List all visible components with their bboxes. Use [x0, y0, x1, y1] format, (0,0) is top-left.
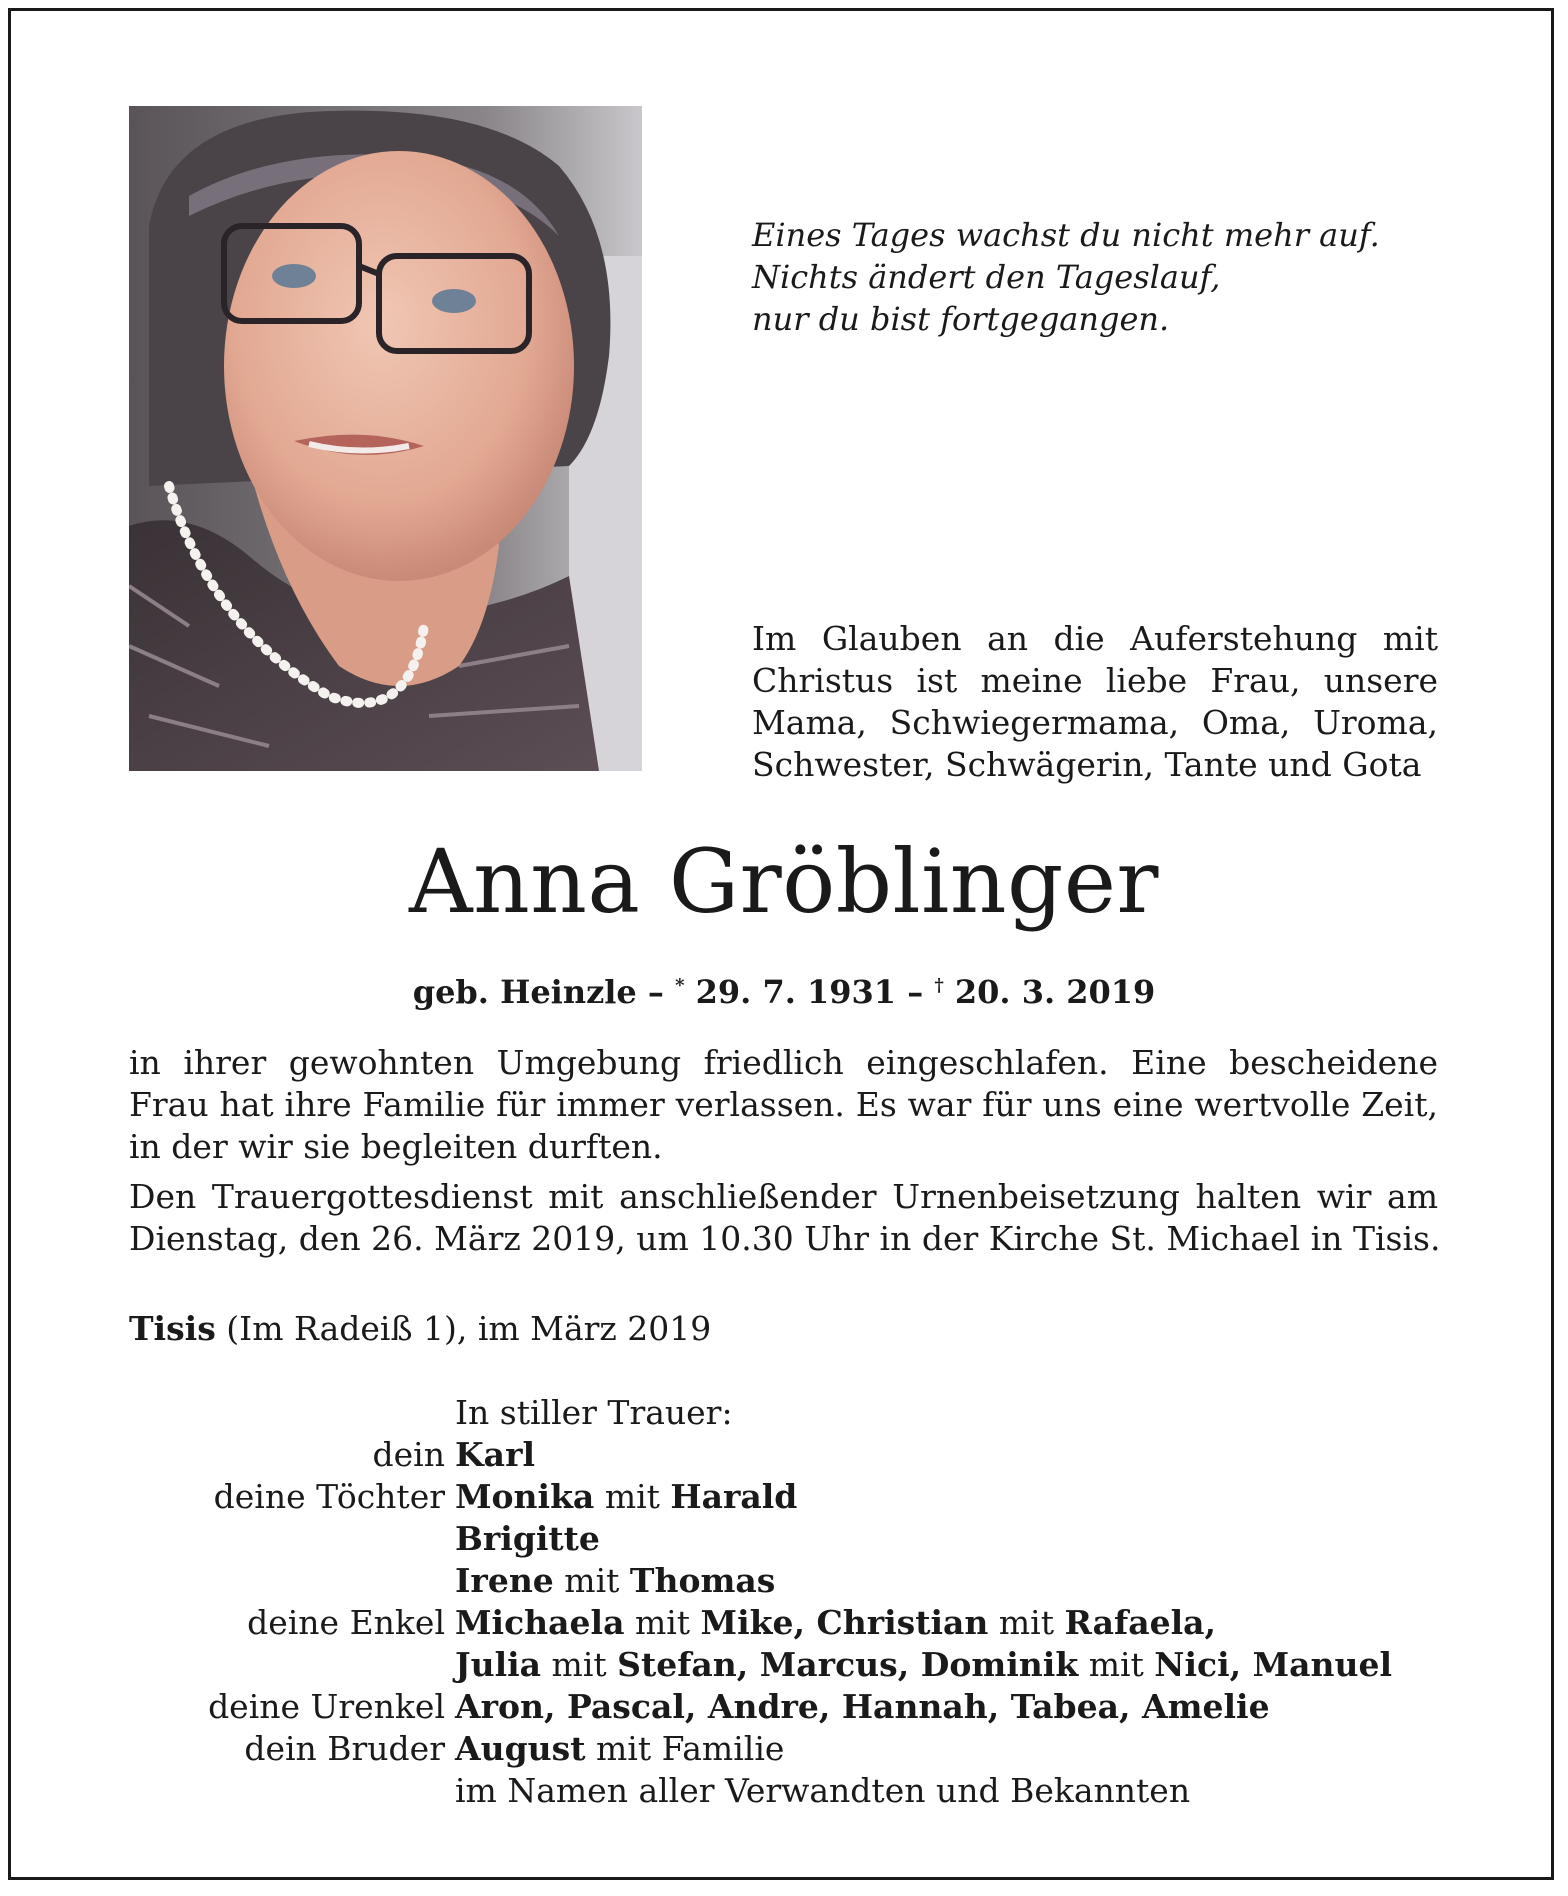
mourner-row — [129, 1434, 1438, 1476]
town-name: Tisis — [129, 1309, 216, 1348]
mourner-name: Monika — [455, 1477, 595, 1516]
mourners-heading-row — [129, 1392, 1438, 1434]
mourner-name: Nici, Manuel — [1154, 1645, 1393, 1684]
text-line: in ihrer gewohnten Umgebung friedlich eingeschlafen. Eine bescheidene — [129, 1043, 1438, 1082]
mourner-names — [455, 1644, 1392, 1686]
mourner-connector: mit — [553, 1561, 630, 1600]
mourner-name: August — [455, 1729, 586, 1768]
birth-symbol: * — [675, 975, 685, 996]
mourner-row — [129, 1728, 1438, 1770]
mourner-row — [129, 1770, 1438, 1812]
mourner-relation — [129, 1518, 455, 1560]
maiden-name: geb. Heinzle – — [412, 973, 664, 1011]
mourner-names — [455, 1476, 797, 1518]
intro-paragraph — [752, 618, 1438, 786]
mourner-name: Stefan, Marcus, Dominik — [617, 1645, 1079, 1684]
text-line: Den Trauergottesdienst mit anschließender Urnenbeisetzung halten wir am — [129, 1177, 1438, 1216]
mourner-name: Aron, Pascal, Andre, Hannah, Tabea, Amelie — [455, 1687, 1270, 1726]
birth-date: 29. 7. 1931 – — [695, 973, 924, 1011]
poem-line: Nichts ändert den Tageslauf, — [752, 258, 1221, 296]
portrait-photo — [129, 106, 642, 771]
text-line: Dienstag, den 26. März 2019, um 10.30 Uhr in der Kirche St. Michael in Tisis. — [129, 1219, 1441, 1258]
poem — [752, 214, 1380, 340]
death-date: 20. 3. 2019 — [954, 973, 1156, 1011]
mourner-row — [129, 1518, 1438, 1560]
mourner-name: Karl — [455, 1435, 535, 1474]
mourner-connector: mit — [988, 1603, 1065, 1642]
death-symbol: † — [934, 975, 944, 996]
mourner-row — [129, 1644, 1438, 1686]
mourner-row — [129, 1560, 1438, 1602]
mourner-row — [129, 1602, 1438, 1644]
poem-line: Eines Tages wachst du nicht mehr auf. — [752, 216, 1380, 254]
address-date: (Im Radeiß 1), im März 2019 — [215, 1309, 712, 1348]
mourner-connector: im Namen aller Verwandten und Bekannten — [455, 1771, 1191, 1810]
mourner-connector: mit — [594, 1477, 671, 1516]
mourner-names — [455, 1770, 1190, 1812]
text-line: in der wir sie begleiten durften. — [129, 1127, 663, 1166]
mourner-relation: dein — [372, 1435, 445, 1474]
mourner-name: Brigitte — [455, 1519, 600, 1558]
intro-line: Im Glauben an die Auferstehung mit — [752, 619, 1438, 658]
text-line: Frau hat ihre Familie für immer verlassen. Es war für uns eine wertvolle Zeit, — [129, 1085, 1438, 1124]
mourner-connector: mit — [541, 1645, 618, 1684]
mourner-row — [129, 1476, 1438, 1518]
mourner-relation — [129, 1560, 455, 1602]
mourner-name: Michaela — [455, 1603, 625, 1642]
deceased-name: Anna Gröblinger — [409, 830, 1159, 933]
mourner-row — [129, 1686, 1438, 1728]
mourner-name: Thomas — [629, 1561, 776, 1600]
intro-line: Mama, Schwiegermama, Oma, Uroma, — [752, 703, 1438, 742]
mourner-relation — [129, 1644, 455, 1686]
mourner-name: Harald — [670, 1477, 798, 1516]
mourner-relation: dein Bruder — [244, 1729, 445, 1768]
mourner-name: Mike, Christian — [700, 1603, 989, 1642]
mourner-connector: mit — [1078, 1645, 1155, 1684]
mourner-name: Rafaela, — [1064, 1603, 1217, 1642]
mourner-names — [455, 1560, 775, 1602]
mourner-names — [455, 1434, 535, 1476]
mourner-relation: deine Urenkel — [208, 1687, 445, 1726]
announcement-text — [129, 1042, 1441, 1260]
mourner-names — [455, 1518, 600, 1560]
place-date-line — [129, 1308, 711, 1350]
mourner-relation: deine Töchter — [213, 1477, 445, 1516]
mourner-connector: mit Familie — [585, 1729, 785, 1768]
mourners-heading: In stiller Trauer: — [455, 1393, 733, 1432]
mourners-list — [129, 1392, 1438, 1812]
mourner-name: Irene — [455, 1561, 554, 1600]
life-dates — [0, 966, 1568, 1012]
mourner-connector: mit — [624, 1603, 701, 1642]
mourner-names — [455, 1686, 1270, 1728]
poem-line: nur du bist fortgegangen. — [752, 300, 1170, 338]
mourner-relation — [129, 1770, 455, 1812]
mourner-names — [455, 1728, 784, 1770]
mourner-name: Julia — [455, 1645, 542, 1684]
mourner-names — [455, 1602, 1216, 1644]
intro-line: Schwester, Schwägerin, Tante und Gota — [752, 745, 1422, 784]
mourner-relation: deine Enkel — [247, 1603, 445, 1642]
intro-line: Christus ist meine liebe Frau, unsere — [752, 661, 1438, 700]
mourner-rows — [129, 1434, 1438, 1812]
